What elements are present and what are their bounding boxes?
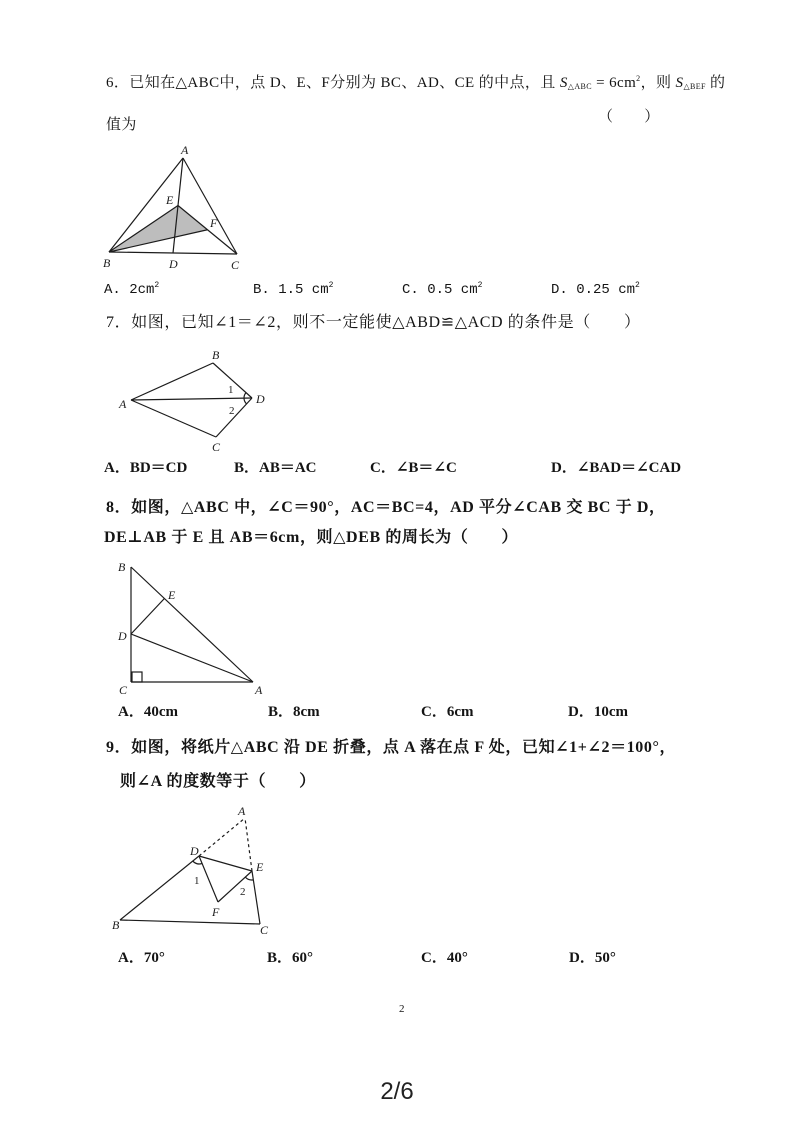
q7-label-angle-1: 1: [228, 384, 234, 396]
q8-label-a: A: [255, 683, 263, 697]
q6-label-c: C: [231, 258, 240, 272]
q6-shaded-triangle-bef: [109, 206, 208, 253]
q6-stem-line-2: 值为: [106, 117, 137, 133]
q7-label-d: D: [256, 392, 265, 406]
q8-side-ab: [131, 567, 253, 682]
q6-answer-blank: （ ）: [598, 109, 660, 125]
q8-label-c: C: [119, 683, 128, 697]
q8-segment-de: [131, 599, 164, 635]
q6-stem-mid: ，则: [640, 75, 676, 91]
q9-folded-segment-da: [199, 818, 245, 856]
q9-option-b: B．60°: [267, 950, 314, 966]
q6-option-d: [551, 280, 640, 300]
q6-option-c-text: C. 0.5 cm: [402, 282, 478, 298]
q7-option-c: C．∠B＝∠C: [370, 460, 457, 476]
q9-side-bc: [120, 920, 260, 924]
q9-label-c: C: [260, 923, 269, 937]
q9-segment-bd: [120, 856, 199, 920]
q6-option-d-text: D. 0.25 cm: [551, 282, 636, 298]
q6-label-a: A: [181, 143, 189, 157]
q8-option-c: C．6cm: [421, 704, 474, 720]
q7-option-b: B．AB＝AC: [234, 460, 317, 476]
q6-area-value: = 6cm: [591, 75, 637, 91]
q8-figure: [110, 555, 270, 700]
q6-area-symbol-bef: S: [675, 75, 684, 91]
q9-figure: [110, 805, 275, 937]
q8-option-b: B．8cm: [268, 704, 320, 720]
q9-label-f: F: [212, 905, 220, 919]
q9-label-b: B: [112, 918, 120, 932]
viewer-page-indicator: 2/6: [380, 1078, 414, 1105]
q8-label-e: E: [168, 588, 176, 602]
q6-area-subscript-bef: △BEF: [683, 82, 706, 91]
q7-option-a: A．BD＝CD: [104, 460, 188, 476]
q7-figure: [115, 345, 280, 455]
q6-option-c-exponent: 2: [477, 281, 483, 290]
q6-stem-line-1: [106, 73, 725, 97]
q7-label-angle-2: 2: [229, 405, 235, 417]
q6-area-exponent: 2: [636, 74, 641, 83]
q9-label-a: A: [238, 804, 246, 818]
q6-side-ac: [183, 158, 237, 254]
q7-side-ab: [131, 363, 213, 400]
q7-label-a: A: [119, 397, 127, 411]
q9-label-angle-2: 2: [240, 886, 246, 898]
q8-right-angle-mark: [132, 672, 142, 682]
q9-option-d: D．50°: [569, 950, 616, 966]
q7-label-c: C: [212, 440, 221, 454]
q7-label-b: B: [212, 348, 220, 362]
q7-stem: 7．如图，已知∠1＝∠2，则不一定能使△ABD≌△ACD 的条件是（ ）: [106, 314, 641, 331]
q6-stem-suffix: 的: [705, 75, 726, 91]
q8-stem-line-1: 8．如图，△ABC 中，∠C＝90°，AC＝BC=4，AD 平分∠CAB 交 BC 于 D，: [106, 499, 666, 516]
q9-segment-fe: [218, 871, 252, 902]
q6-option-b: [253, 280, 333, 300]
q6-option-b-text: B. 1.5 cm: [253, 282, 329, 298]
q6-label-e: E: [166, 193, 174, 207]
q9-label-d: D: [190, 844, 199, 858]
q7-segment-ad: [131, 398, 252, 400]
q8-label-d: D: [118, 629, 127, 643]
q6-area-subscript-abc: △ABC: [567, 82, 592, 91]
q9-angle-2-arc: [245, 877, 253, 880]
q9-label-angle-1: 1: [194, 875, 200, 887]
q8-stem-line-2: DE⊥AB 于 E 且 AB＝6cm，则△DEB 的周长为（ ）: [104, 529, 519, 546]
q8-segment-ad: [131, 634, 253, 682]
q8-label-b: B: [118, 560, 126, 574]
q6-option-b-exponent: 2: [328, 281, 334, 290]
q9-option-c: C．40°: [421, 950, 468, 966]
q6-option-d-exponent: 2: [635, 281, 640, 290]
q9-fold-line-de: [199, 856, 252, 871]
q8-option-a: A．40cm: [118, 704, 178, 720]
q6-label-f: F: [210, 216, 218, 230]
q9-option-a: A．70°: [118, 950, 165, 966]
q9-segment-ce: [252, 871, 260, 924]
q6-figure: [95, 140, 255, 274]
q6-stem-prefix: 6．已知在△ABC中，点 D、E、F分别为 BC、AD、CE 的中点，且: [106, 75, 560, 91]
q6-label-d: D: [169, 257, 178, 271]
q8-option-d: D．10cm: [568, 704, 628, 720]
q6-option-a-exponent: 2: [154, 281, 160, 290]
q7-option-d: D．∠BAD＝∠CAD: [551, 460, 682, 476]
q9-label-e: E: [256, 860, 264, 874]
q9-stem-line-2: 则∠A 的度数等于（ ）: [120, 773, 316, 790]
q6-option-c: [402, 280, 482, 300]
printed-page-number: 2: [399, 1003, 405, 1015]
q7-side-ac: [131, 400, 216, 437]
q6-option-a-text: A. 2cm: [104, 282, 155, 298]
q6-area-symbol-abc: S: [559, 75, 568, 91]
q6-option-a: [104, 280, 159, 300]
q9-folded-segment-ea: [245, 818, 252, 871]
q9-stem-line-1: 9．如图，将纸片△ABC 沿 DE 折叠，点 A 落在点 F 处，已知∠1+∠2＝100°，: [106, 739, 677, 756]
q6-label-b: B: [103, 256, 111, 270]
